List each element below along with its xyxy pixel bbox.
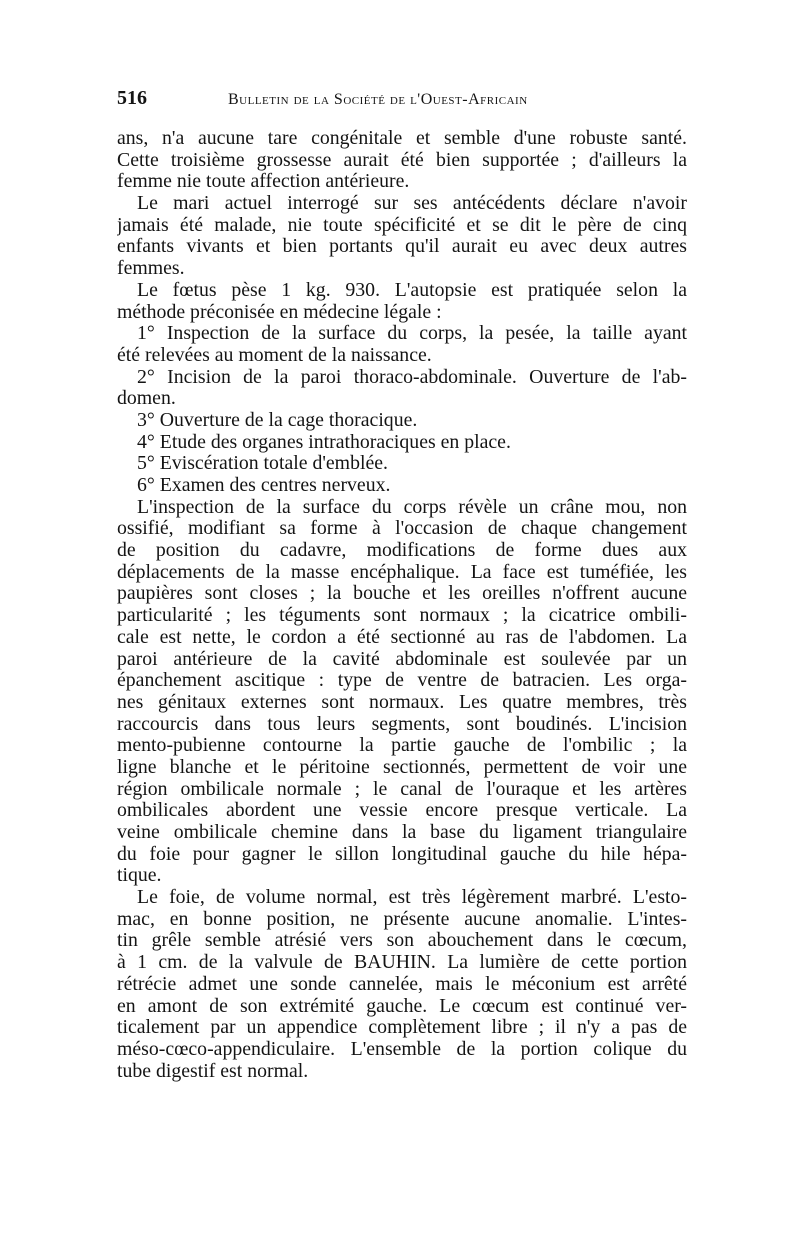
- text-line: à 1 cm. de la valvule de BAUHIN. La lumière de cette portion: [117, 952, 687, 974]
- text-line: ticalement par un appendice complètement libre ; il n'y a pas de: [117, 1017, 687, 1039]
- text-line: femme nie toute affection antérieure.: [117, 171, 410, 193]
- text-line: déplacements de la masse encéphalique. La face est tuméfiée, les: [117, 561, 687, 583]
- text-line: nes génitaux externes sont normaux. Les quatre membres, très: [117, 691, 687, 713]
- text-line: méso-cœco-appendiculaire. L'ensemble de la portion colique du: [117, 1038, 687, 1060]
- text-line: 2° Incision de la paroi thoraco-abdominale. Ouverture de l'ab-: [137, 366, 687, 388]
- text-line: jamais été malade, nie toute spécificité et se dit le père de cinq: [117, 214, 687, 236]
- text-line: Le fœtus pèse 1 kg. 930. L'autopsie est pratiquée selon la: [137, 279, 687, 301]
- text-line: veine ombilicale chemine dans la base du ligament triangulaire: [117, 822, 687, 843]
- page-number: 516: [117, 87, 147, 109]
- text-line: rétrécie admet une sonde cannelée, mais le méconium est arrêté: [117, 973, 687, 995]
- text-line: été relevées au moment de la naissance.: [117, 344, 432, 366]
- running-head: Bulletin de la Société de l'Ouest-Africain: [228, 91, 528, 108]
- text-line: particularité ; les téguments sont normaux ; la cicatrice ombili-: [117, 605, 687, 627]
- text-line: ans, n'a aucune tare congénitale et semble d'une robuste santé.: [117, 128, 687, 149]
- text-line: Le foie, de volume normal, est très légèrement marbré. L'esto-: [137, 887, 687, 909]
- text-line: tique.: [117, 865, 162, 887]
- text-line: ligne blanche et le péritoine sectionnés, permettent de voir une: [117, 756, 687, 778]
- text-line: cale est nette, le cordon a été sectionné au ras de l'abdomen. La: [117, 626, 687, 648]
- text-line: L'inspection de la surface du corps révèle un crâne mou, non: [137, 496, 687, 518]
- text-line: mac, en bonne position, ne présente aucune anomalie. L'intes-: [117, 908, 687, 930]
- text-line: Le mari actuel interrogé sur ses antécédents déclare n'avoir: [137, 193, 687, 215]
- text-line: enfants vivants et bien portants qu'il aurait eu avec deux autres: [117, 236, 687, 258]
- text-line: en amont de son extrémité gauche. Le cœcum est continué ver-: [117, 995, 687, 1017]
- text-line: 6° Examen des centres nerveux.: [137, 475, 391, 496]
- text-line: 4° Etude des organes intrathoraciques en place.: [137, 431, 511, 453]
- text-line: Cette troisième grossesse aurait été bien supportée ; d'ailleurs la: [117, 149, 687, 171]
- text-line: femmes.: [117, 258, 185, 280]
- text-line: 1° Inspection de la surface du corps, la pesée, la taille ayant: [137, 323, 687, 345]
- text-line: 5° Eviscération totale d'emblée.: [137, 453, 388, 475]
- text-line: du foie pour gagner le sillon longitudinal gauche du hile hépa-: [117, 843, 687, 865]
- text-line: raccourcis dans tous leurs segments, sont boudinés. L'incision: [117, 713, 687, 735]
- text-line: domen.: [117, 388, 176, 410]
- text-line: tube digestif est normal.: [117, 1060, 309, 1082]
- text-line: ossifié, modifiant sa forme à l'occasion de chaque changement: [117, 518, 687, 540]
- text-line: 3° Ouverture de la cage thoracique.: [137, 409, 418, 431]
- body-text: [117, 128, 687, 1082]
- text-line: ombilicales abordent une vessie encore presque verticale. La: [117, 800, 687, 822]
- text-line: région ombilicale normale ; le canal de l'ouraque et les artères: [117, 778, 687, 800]
- text-line: paroi antérieure de la cavité abdominale est soulevée par un: [117, 648, 687, 670]
- text-line: paupières sont closes ; la bouche et les oreilles n'offrent aucune: [117, 583, 687, 605]
- text-line: de position du cadavre, modifications de forme dues aux: [117, 540, 687, 562]
- text-line: méthode préconisée en médecine légale :: [117, 301, 442, 323]
- text-line: tin grêle semble atrésié vers son abouchement dans le cœcum,: [117, 930, 687, 952]
- text-line: mento-pubienne contourne la partie gauche de l'ombilic ; la: [117, 735, 687, 757]
- text-line: épanchement ascitique : type de ventre de batracien. Les orga-: [117, 670, 687, 692]
